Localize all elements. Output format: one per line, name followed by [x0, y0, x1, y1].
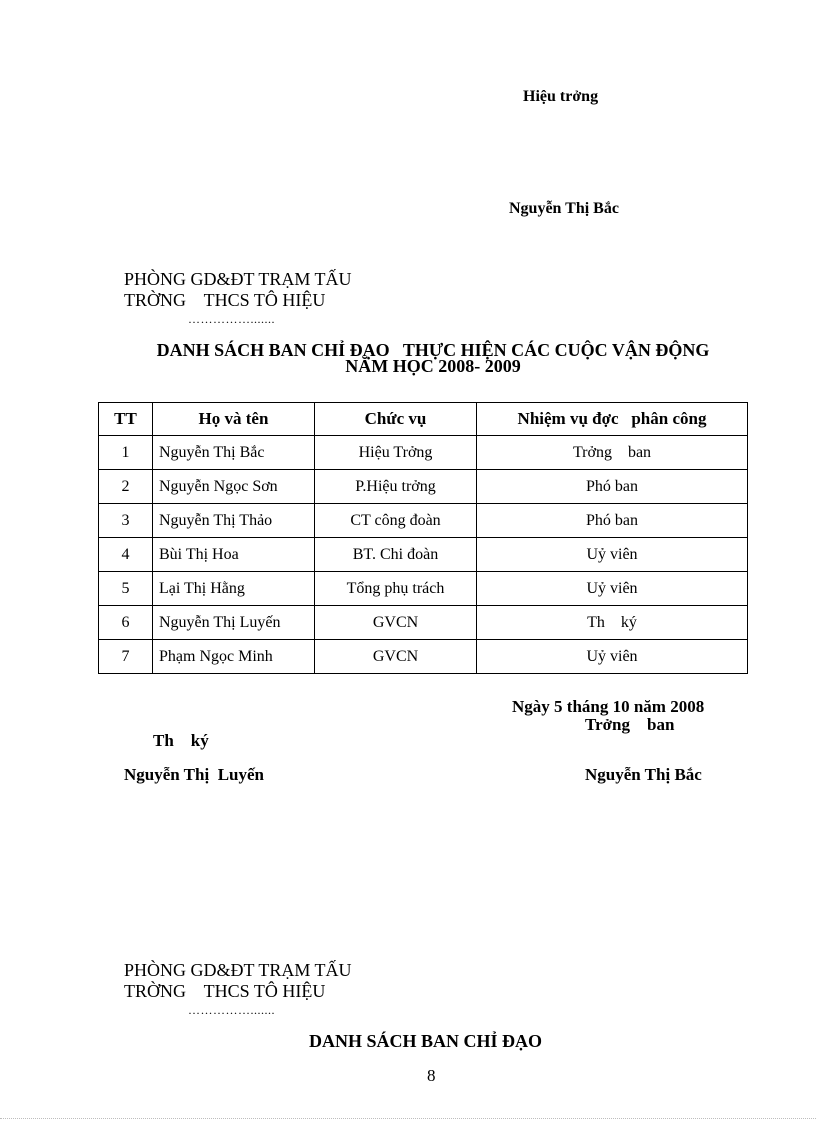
member-task: Uỷ viên: [477, 640, 748, 674]
table-row: [99, 572, 748, 606]
school-name: TRỜNG THCS TÔ HIỆU: [124, 290, 326, 310]
table-row: [99, 640, 748, 674]
second-document-title: DANH SÁCH BAN CHỈ ĐẠO: [309, 1031, 543, 1051]
department-name-2: PHÒNG GD&ĐT TRẠM TẤU: [124, 960, 352, 980]
member-position: BT. Chi đoàn: [315, 538, 477, 572]
member-position: GVCN: [315, 606, 477, 640]
column-header-task: Nhiệm vụ đợc phân công: [477, 403, 748, 436]
table-row: [99, 504, 748, 538]
member-position: Tổng phụ trách: [315, 572, 477, 606]
row-number: 6: [99, 606, 153, 640]
member-name: Lại Thị Hằng: [153, 572, 315, 606]
member-name: Bùi Thị Hoa: [153, 538, 315, 572]
page-bottom-divider: [0, 1118, 816, 1119]
table-header-row: [99, 403, 748, 436]
member-task: Uỷ viên: [477, 572, 748, 606]
secretary-name: Nguyễn Thị Luyến: [124, 765, 264, 784]
row-number: 3: [99, 504, 153, 538]
table-row: [99, 538, 748, 572]
row-number: 4: [99, 538, 153, 572]
page-number: 8: [427, 1066, 436, 1085]
dotted-separator: …………….......: [188, 312, 275, 326]
head-role: Trởng ban: [585, 715, 675, 734]
member-task: Phó ban: [477, 470, 748, 504]
signing-date: Ngày 5 tháng 10 năm 2008: [512, 697, 705, 716]
table-row: [99, 436, 748, 470]
member-task: Th ký: [477, 606, 748, 640]
table-row: [99, 606, 748, 640]
member-name: Nguyễn Thị Luyến: [153, 606, 315, 640]
member-position: GVCN: [315, 640, 477, 674]
member-task: Trởng ban: [477, 436, 748, 470]
department-name: PHÒNG GD&ĐT TRẠM TẤU: [124, 269, 352, 289]
principal-title: Hiệu trởng: [523, 88, 599, 105]
member-task: Phó ban: [477, 504, 748, 538]
member-name: Nguyễn Ngọc Sơn: [153, 470, 315, 504]
row-number: 5: [99, 572, 153, 606]
member-position: P.Hiệu trởng: [315, 470, 477, 504]
head-name: Nguyễn Thị Bắc: [585, 765, 702, 784]
document-title: DANH SÁCH BAN CHỈ ĐẠO THỰC HIỆN CÁC CUỘC VẬN ĐỘNG: [156, 340, 710, 360]
school-year: NĂM HỌC 2008- 2009: [345, 356, 521, 376]
table-row: [99, 470, 748, 504]
principal-name: Nguyễn Thị Bắc: [509, 200, 619, 217]
member-name: Phạm Ngọc Minh: [153, 640, 315, 674]
school-name-2: TRỜNG THCS TÔ HIỆU: [124, 981, 326, 1001]
committee-table: [98, 402, 748, 674]
row-number: 2: [99, 470, 153, 504]
secretary-role: Th ký: [153, 731, 209, 750]
column-header-name: Họ và tên: [153, 403, 315, 436]
member-position: CT công đoàn: [315, 504, 477, 538]
column-header-tt: TT: [99, 403, 153, 436]
member-name: Nguyễn Thị Thảo: [153, 504, 315, 538]
member-name: Nguyễn Thị Bắc: [153, 436, 315, 470]
row-number: 7: [99, 640, 153, 674]
dotted-separator-2: …………….......: [188, 1003, 275, 1017]
member-position: Hiệu Trởng: [315, 436, 477, 470]
row-number: 1: [99, 436, 153, 470]
member-task: Uỷ viên: [477, 538, 748, 572]
column-header-position: Chức vụ: [315, 403, 477, 436]
